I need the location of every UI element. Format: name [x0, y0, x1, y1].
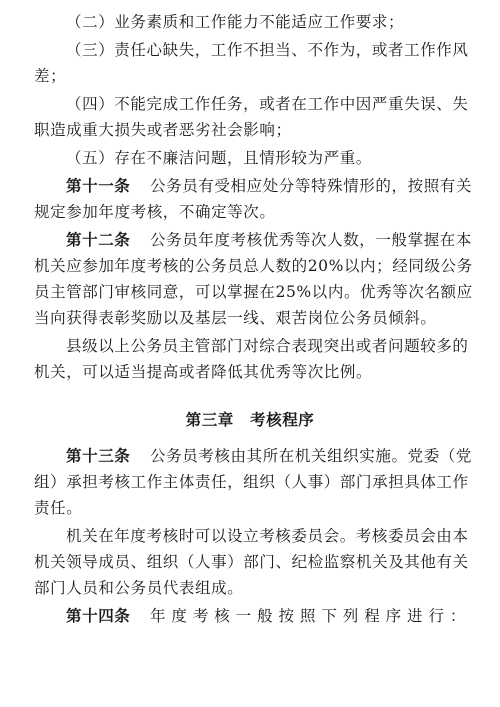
paragraph-line: 职造成重大损失或者恶劣社会影响； [34, 121, 292, 139]
paragraph-line: （五）存在不廉洁问题，且情形较为严重。 [66, 149, 372, 167]
article-number: 第十一条 [66, 177, 131, 195]
paragraph-line: （三）责任心缺失，工作不担当、不作为，或者工作作风 [66, 41, 469, 59]
paragraph-line: 规定参加年度考核，不确定等次。 [34, 203, 276, 221]
paragraph-line: （二）业务素质和工作能力不能适应工作要求； [66, 13, 405, 31]
paragraph-line: 责任。 [34, 499, 83, 517]
paragraph-line: 机关，可以适当提高或者降低其优秀等次比例。 [34, 363, 373, 381]
paragraph-line: 年度考核一般按照下列程序进行： [150, 607, 466, 625]
paragraph-line: 机关在年度考核时可以设立考核委员会。考核委员会由本 [66, 527, 469, 545]
paragraph-line: 部门人员和公务员代表组成。 [34, 579, 244, 597]
article-number: 第十三条 [66, 447, 131, 465]
chapter-heading: 第三章 考核程序 [185, 411, 315, 429]
paragraph-line: 差； [34, 67, 67, 85]
paragraph-line: 公务员有受相应处分等特殊情形的，按照有关 [150, 177, 473, 195]
paragraph-line: 员主管部门审核同意，可以掌握在25%以内。优秀等次名额应 [34, 283, 473, 301]
paragraph-line: （四）不能完成工作任务，或者在工作中因严重失误、失 [66, 95, 469, 113]
paragraph-line: 公务员考核由其所在机关组织实施。党委（党 [150, 447, 473, 465]
paragraph-line: 当向获得表彰奖励以及基层一线、艰苦岗位公务员倾斜。 [34, 309, 437, 327]
paragraph-line: 机关应参加年度考核的公务员总人数的20%以内；经同级公务 [34, 257, 473, 275]
paragraph-line: 组）承担考核工作主体责任，组织（人事）部门承担具体工作 [34, 473, 469, 491]
article-number: 第十二条 [66, 231, 131, 249]
paragraph-line: 公务员年度考核优秀等次人数，一般掌握在本 [150, 231, 473, 249]
article-number: 第十四条 [66, 607, 131, 625]
paragraph-line: 机关领导成员、组织（人事）部门、纪检监察机关及其他有关 [34, 553, 469, 571]
paragraph-line: 县级以上公务员主管部门对综合表现突出或者问题较多的 [66, 337, 469, 355]
